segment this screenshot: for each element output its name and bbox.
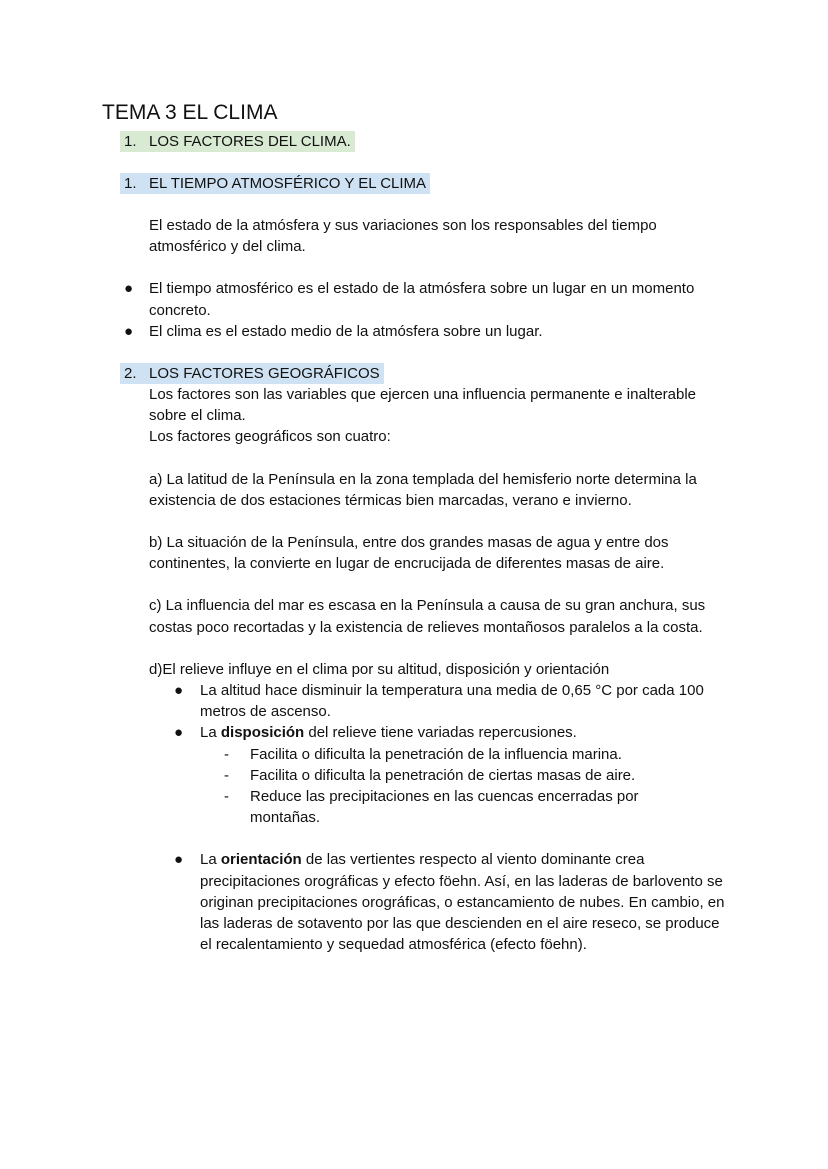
list-number: 1. bbox=[124, 175, 137, 192]
list-item bbox=[0, 849, 828, 955]
list-item-text: El tiempo atmosférico es el estado de la atmósfera sobre un lugar en un momento concreto. bbox=[149, 280, 695, 319]
page-title: TEMA 3 EL CLIMA bbox=[102, 101, 278, 124]
bullet-icon: ● bbox=[174, 682, 184, 700]
paragraph-a: a) La latitud de la Península en la zona templada del hemisferio norte determina la existencia de dos estaciones térmicas bien marcadas, verano e invierno. bbox=[149, 470, 697, 509]
dash-item-text: Facilita o dificulta la penetración de ciertas masas de aire. bbox=[250, 766, 636, 784]
paragraph-d: d)El relieve influye en el clima por su altitud, disposición y orientación bbox=[149, 660, 610, 678]
list-item bbox=[0, 321, 828, 342]
list-number: 2. bbox=[124, 365, 137, 383]
paragraph: Los factores son las variables que ejercen una influencia permanente e inalterable sobre el clima. bbox=[149, 386, 697, 425]
bold-text: disposición bbox=[220, 724, 305, 742]
dash-item bbox=[0, 786, 828, 828]
text: La bbox=[200, 851, 221, 869]
paragraph-b: b) La situación de la Península, entre dos grandes masas de agua y entre dos continentes, la convierte en lugar de encrucijada de diferentes masas de aire. bbox=[149, 534, 669, 573]
dash-icon: - bbox=[224, 788, 229, 806]
bullet-icon: ● bbox=[174, 851, 184, 869]
list-item bbox=[0, 680, 828, 722]
bold-text: orientación bbox=[220, 851, 302, 869]
list-item-text bbox=[200, 722, 735, 743]
bullet-icon: ● bbox=[124, 322, 134, 340]
text: La bbox=[200, 724, 221, 742]
dash-item-text: Reduce las precipitaciones en las cuencas encerradas por montañas. bbox=[250, 788, 639, 827]
list-item-text bbox=[200, 849, 735, 955]
text: del relieve tiene variadas repercusiones. bbox=[304, 724, 577, 742]
body-section bbox=[0, 215, 828, 955]
list-item bbox=[0, 278, 828, 320]
text: de las vertientes respecto al viento dominante crea precipitaciones orográficas y efecto föehn. Así, en las laderas de barlovento se originan precipitaciones orográficas, o estancamiento de nubes. En cambio, en las laderas de sotavento por las que descienden en el aire reseco, se produce el recalentamiento y sequedad atmosférica (efecto föehn). bbox=[200, 851, 725, 954]
list-item-text: La altitud hace disminuir la temperatura una media de 0,65 °C por cada 100 metros de ascenso. bbox=[200, 682, 704, 721]
heading-text: LOS FACTORES DEL CLIMA. bbox=[149, 133, 351, 150]
paragraph-c: c) La influencia del mar es escasa en la Península a causa de su gran anchura, sus costas poco recortadas y la existencia de relieves montañosos paralelos a la costa. bbox=[149, 597, 706, 636]
dash-item bbox=[0, 744, 828, 765]
list-number: 1. bbox=[124, 133, 137, 150]
dash-item-text: Facilita o dificulta la penetración de la influencia marina. bbox=[250, 745, 622, 763]
heading-text: LOS FACTORES GEOGRÁFICOS bbox=[149, 365, 380, 383]
paragraph: El estado de la atmósfera y sus variaciones son los responsables del tiempo atmosférico y del clima. bbox=[149, 217, 657, 256]
heading-geograficos bbox=[0, 363, 828, 384]
dash-item bbox=[0, 765, 828, 786]
bullet-icon: ● bbox=[124, 280, 134, 298]
dash-icon: - bbox=[224, 745, 229, 763]
heading-text: EL TIEMPO ATMOSFÉRICO Y EL CLIMA bbox=[149, 175, 427, 192]
list-item-text: El clima es el estado medio de la atmósfera sobre un lugar. bbox=[149, 322, 543, 340]
dash-icon: - bbox=[224, 766, 229, 784]
list-item bbox=[0, 722, 828, 743]
bullet-icon: ● bbox=[174, 724, 184, 742]
paragraph: Los factores geográficos son cuatro: bbox=[149, 428, 391, 446]
